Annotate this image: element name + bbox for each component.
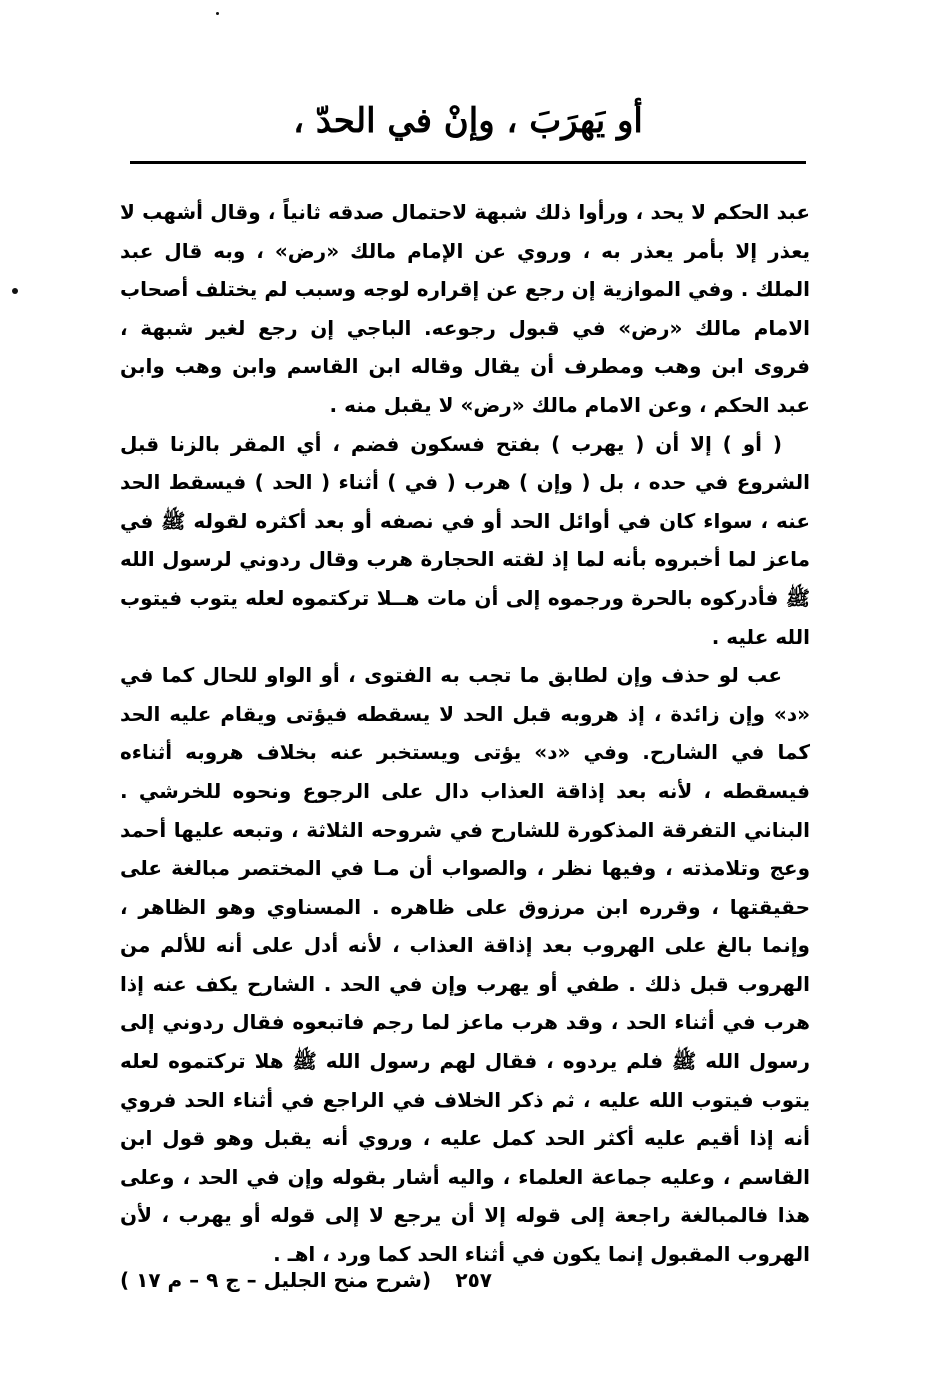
page-footer xyxy=(120,1268,810,1304)
paragraph: عبد الحكم لا يحد ، ورأوا ذلك شبهة لاحتمال صدقه ثانياً ، وقال أشهب لا يعذر إلا بأمر يعذر به ، وروي عن الإمام مالك «رض» ، وبه قال عبد الملك . وفي الموازية إن رجع عن إقراره لوجه وسبب لم يختلف أصحاب الامام مالك «رض» في قبول رجوعه. الباجي إن رجع لغير شبهة ، فروى ابن وهب ومطرف أن يقال وقاله ابن القاسم وابن وهب وابن عبد الحكم ، وعن الامام مالك «رض» لا يقبل منه . xyxy=(120,200,810,417)
body-text xyxy=(120,193,810,1274)
paragraph: ( أو ) إلا أن ( يهرب ) بفتح فسكون فضم ، أي المقر بالزنا قبل الشروع في حده ، بل ( وإن ) هرب ( في ) أثناء ( الحد ) فيسقط الحد عنه ، سواء كان في أوائل الحد أو في نصفه أو بعد أكثره لقوله ﷺ في ماعز لما أخبروه بأنه لما إذ لقته الحجارة هرب وقال ردوني لرسول الله ﷺ فأدركوه بالحرة ورجموه إلى أن مات هــلا تركتموه لعله يتوب فيتوب الله عليه . xyxy=(120,431,810,649)
heading-rule xyxy=(130,161,806,164)
page-number: ٢٥٧ xyxy=(455,1268,492,1292)
ink-speck xyxy=(216,12,219,15)
paragraph: عب لو حذف وإن لطابق ما تجب به الفتوى ، أو الواو للحال كما في «د» وإن زائدة ، إذ هروبه قبل الحد لا يسقطه فيؤتى ويقام عليه الحد كما في الشارح. وفي «د» يؤتى ويستخبر عنه بخلاف هروبه أثناءه فيسقطه ، لأنه بعد إذاقة العذاب دال على الرجوع ونحوه للخرشي . البناني التفرقة المذكورة للشارح في شروحه الثلاثة ، وتبعه عليها أحمد وعج وتلامذته ، وفيها نظر ، والصواب أن مـا في المختصر مبالغة على حقيقتها ، وقرره ابن مرزوق على ظاهره . المسناوي وهو الظاهر ، وإنما بالغ على الهروب بعد إذاقة العذاب ، لأنه أدل على أنه للألم من الهروب قبل ذلك . طفي أو يهرب وإن في الحد . الشارح يكف عنه إذا هرب في أثناء الحد ، وقد هرب ماعز لما رجم فاتبعوه فقال ردوني إلى رسول الله ﷺ فلم يردوه ، فقال لهم رسول الله ﷺ هلا تركتموه لعله يتوب فيتوب الله عليه ، ثم ذكر الخلاف في الراجع في أثناء الحد فروي أنه إذا أقيم عليه أكثر الحد كمل عليه ، وروي أنه يقبل وهو قول ابن القاسم ، وعليه جماعة العلماء ، واليه أشار بقوله وإن في الحد ، وعلى هذا فالمبالغة راجعة إلى قوله إلا أن يرجع لا إلى قوله أو يهرب ، لأن الهروب المقبول إنما يكون في أثناء الحد كما ورد ، اهـ . xyxy=(120,663,810,1267)
page-heading: أو يَهرَبَ ، وإنْ في الحدّ ، xyxy=(293,101,643,141)
volume-reference: (شرح منح الجليل – ج ٩ – م ١٧ ) xyxy=(120,1268,432,1292)
ink-speck xyxy=(12,288,18,294)
